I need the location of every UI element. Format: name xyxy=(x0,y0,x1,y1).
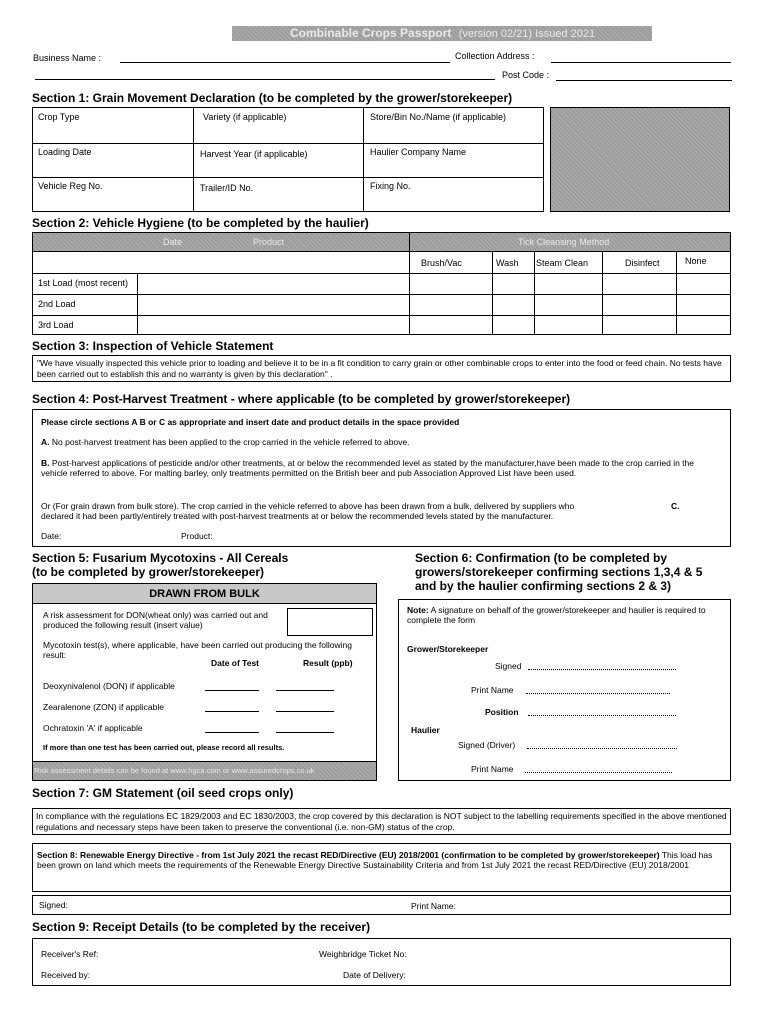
option-a[interactable] xyxy=(41,437,410,447)
weighbridge-label[interactable]: Weighbridge Ticket No: xyxy=(319,949,407,959)
col-tick: Tick Cleansing Method xyxy=(518,237,610,247)
haulier-print-name-label: Print Name xyxy=(471,764,514,774)
result-ppb-header: Result (ppb) xyxy=(303,658,353,668)
grower-signed-field[interactable] xyxy=(528,669,676,670)
section7-text: In compliance with the regulations EC 1829/2003 and EC 1830/2003, the crop covered by this declaration is NOT subject to the labelling requirements specified in the above mentioned regulations and necessary steps have been taken to preserve the conventional (i.e. non-GM) status of the crop. xyxy=(32,808,731,835)
ochra-result-field[interactable] xyxy=(276,732,334,733)
collection-address-label: Collection Address : xyxy=(455,51,535,61)
option-or-line2: declared it had been partly/entirely treated with post-harvest treatments at or below the recommended levels stated by the manufacturer. xyxy=(41,511,554,521)
zon-label: Zearalenone (ZON) if applicable xyxy=(43,702,164,712)
load-row-2: 2nd Load xyxy=(38,299,76,309)
section3-statement: "We have visually inspected this vehicle prior to loading and believe it to be in a fit condition to carry grain or other combinable crops to enter into the food or feed chain. No tests have been carried out to establish this and no warranty is given by this declaration" . xyxy=(32,355,731,382)
vehicle-reg-field[interactable]: Vehicle Reg No. xyxy=(38,181,103,191)
section6-title-1: Section 6: Confirmation (to be completed by xyxy=(415,551,668,565)
haulier-print-name-field[interactable] xyxy=(525,772,672,773)
none-header: None xyxy=(685,256,707,266)
section8-title: Section 8: Renewable Energy Directive - from 1st July 2021 the recast RED/Directive (EU) 2018/2001 (confirmation to be completed by grower/storekeeper) xyxy=(37,850,660,860)
grower-position-label: Position xyxy=(485,707,519,717)
business-name-field[interactable] xyxy=(120,62,450,63)
grower-print-name-label: Print Name xyxy=(471,685,514,695)
note-label: Note: xyxy=(407,605,429,615)
drawn-from-bulk: DRAWN FROM BULK xyxy=(149,588,260,600)
section7-title: Section 7: GM Statement (oil seed crops only) xyxy=(32,786,294,800)
variety-field[interactable]: Variety (if applicable) xyxy=(203,112,287,122)
haulier-label: Haulier xyxy=(411,725,440,735)
col-product: Product xyxy=(253,237,285,247)
section6-box xyxy=(398,599,731,781)
label-box xyxy=(550,107,730,212)
section1-title: Section 1: Grain Movement Declaration (to be completed by the grower/storekeeper) xyxy=(32,91,513,105)
section8-text xyxy=(37,850,722,870)
option-or-line1: Or (For grain drawn from bulk store). The crop carried in the vehicle referred to above has been drawn from a bulk, delivered by suppliers who xyxy=(41,501,575,511)
post-code-field[interactable] xyxy=(556,80,732,81)
collection-address-field[interactable] xyxy=(551,62,731,63)
section8-sign-row xyxy=(32,895,731,915)
store-bin-field[interactable]: Store/Bin No./Name (if applicable) xyxy=(370,112,507,122)
don-date-field[interactable] xyxy=(205,690,259,691)
section5-title-1: Section 5: Fusarium Mycotoxins - All Cereals xyxy=(32,551,289,565)
steam-clean-header: Steam Clean xyxy=(536,258,589,268)
load-row-3: 3rd Load xyxy=(38,320,74,330)
business-name-label: Business Name : xyxy=(33,53,102,63)
title-text: Combinable Crops Passport xyxy=(290,26,452,40)
don-value-field[interactable] xyxy=(287,608,373,636)
section6-title-2: growers/storekeeper confirming sections 1,3,4 & 5 xyxy=(415,565,703,579)
option-b-label: B. xyxy=(41,458,50,468)
trailer-id-field[interactable]: Trailer/ID No. xyxy=(200,183,254,193)
option-a-text: No post-harvest treatment has been applied to the crop carried in the vehicle referred to above. xyxy=(51,437,410,447)
section3-title: Section 3: Inspection of Vehicle Statement xyxy=(32,339,274,353)
section4-instruction: Please circle sections A B or C as appropriate and insert date and product details in the space provided xyxy=(41,417,460,427)
zon-date-field[interactable] xyxy=(205,711,259,712)
version-text: (version 02/21) Issued 2021 xyxy=(458,28,596,40)
col-date: Date xyxy=(163,237,183,247)
section8-signed[interactable]: Signed: xyxy=(39,900,68,910)
receivers-ref-label[interactable]: Receiver's Ref: xyxy=(41,949,99,959)
section8-body: This load has been grown on land which meets the requirements of the Renewable Energy Directive Sustainability Criteria and from 1st July 2021 the recast RED/Directive (EU) 2018/2001 xyxy=(37,850,713,870)
zon-result-field[interactable] xyxy=(276,711,334,712)
note-text: A signature on behalf of the grower/storekeeper and haulier is required to complete the form xyxy=(407,605,706,625)
section2-title: Section 2: Vehicle Hygiene (to be completed by the haulier) xyxy=(32,216,369,230)
received-by-label[interactable]: Received by: xyxy=(41,970,91,980)
section4-title: Section 4: Post-Harvest Treatment - where applicable (to be completed by grower/storekeeper) xyxy=(32,392,571,406)
option-a-label: A. xyxy=(41,437,50,447)
risk-details-link: Risk assessment details can be found at www.hgca.com or www.assuredcrops.co.uk xyxy=(34,766,315,775)
mycotoxin-text: Mycotoxin test(s), where applicable, have been carried out producing the following result: xyxy=(43,640,353,660)
section5-box xyxy=(32,583,377,781)
haulier-company-field[interactable]: Haulier Company Name xyxy=(370,147,467,157)
more-than-one-note: If more than one test has been carried out, please record all results. xyxy=(43,743,285,752)
section4-date-label: Date: xyxy=(41,531,62,541)
section4-box xyxy=(32,409,731,547)
option-b-text: Post-harvest applications of pesticide and/or other treatments, at or below the recommended level as stated by the manufacturer,have been made to the crop carried in the vehicle referred to above. For malting barley, only treatments permitted on the British beer and pub Association Approved List have been used. xyxy=(41,458,694,478)
form-title xyxy=(290,26,595,42)
grower-print-name-field[interactable] xyxy=(526,693,670,694)
grower-position-field[interactable] xyxy=(528,715,676,716)
grower-signed-label: Signed xyxy=(495,661,522,671)
brush-vac-header: Brush/Vac xyxy=(421,258,462,268)
date-of-delivery-label[interactable]: Date of Delivery: xyxy=(343,970,406,980)
section1-table xyxy=(32,107,544,212)
option-c-label[interactable]: C. xyxy=(671,501,680,511)
haulier-signed-field[interactable] xyxy=(527,748,677,749)
disinfect-header: Disinfect xyxy=(625,258,660,268)
wash-header: Wash xyxy=(496,258,519,268)
fixing-no-field[interactable]: Fixing No. xyxy=(370,181,411,191)
crop-type-field[interactable]: Crop Type xyxy=(38,112,80,122)
option-b[interactable] xyxy=(41,458,721,478)
address-line-field[interactable] xyxy=(35,79,495,80)
risk-assessment-text: A risk assessment for DON(wheat only) was carried out and produced the following result (insert value) xyxy=(43,610,268,630)
loading-date-field[interactable]: Loading Date xyxy=(38,147,92,157)
section9-title: Section 9: Receipt Details (to be completed by the receiver) xyxy=(32,920,371,934)
section6-title-3: and by the haulier confirming sections 2 & 3) xyxy=(415,579,672,593)
section8-box xyxy=(32,843,731,892)
ochra-date-field[interactable] xyxy=(205,732,259,733)
harvest-year-field[interactable]: Harvest Year (if applicable) xyxy=(200,149,308,159)
section9-box xyxy=(32,938,731,986)
ochratoxin-label: Ochratoxin 'A' if applicable xyxy=(43,723,143,733)
don-label: Deoxynivalenol (DON) if applicable xyxy=(43,681,175,691)
section5-title-2: (to be completed by grower/storekeeper) xyxy=(32,565,265,579)
post-code-label: Post Code : xyxy=(502,70,550,80)
grower-storekeeper-label: Grower/Storekeeper xyxy=(407,644,489,654)
section8-print-name[interactable]: Print Name: xyxy=(411,901,456,911)
haulier-signed-label: Signed (Driver) xyxy=(458,740,516,750)
section6-note xyxy=(407,605,725,625)
load-row-1: 1st Load (most recent) xyxy=(38,278,129,288)
section4-product-label: Product: xyxy=(181,531,213,541)
section2-table xyxy=(32,232,731,335)
date-of-test-header: Date of Test xyxy=(211,658,260,668)
don-result-field[interactable] xyxy=(276,690,334,691)
